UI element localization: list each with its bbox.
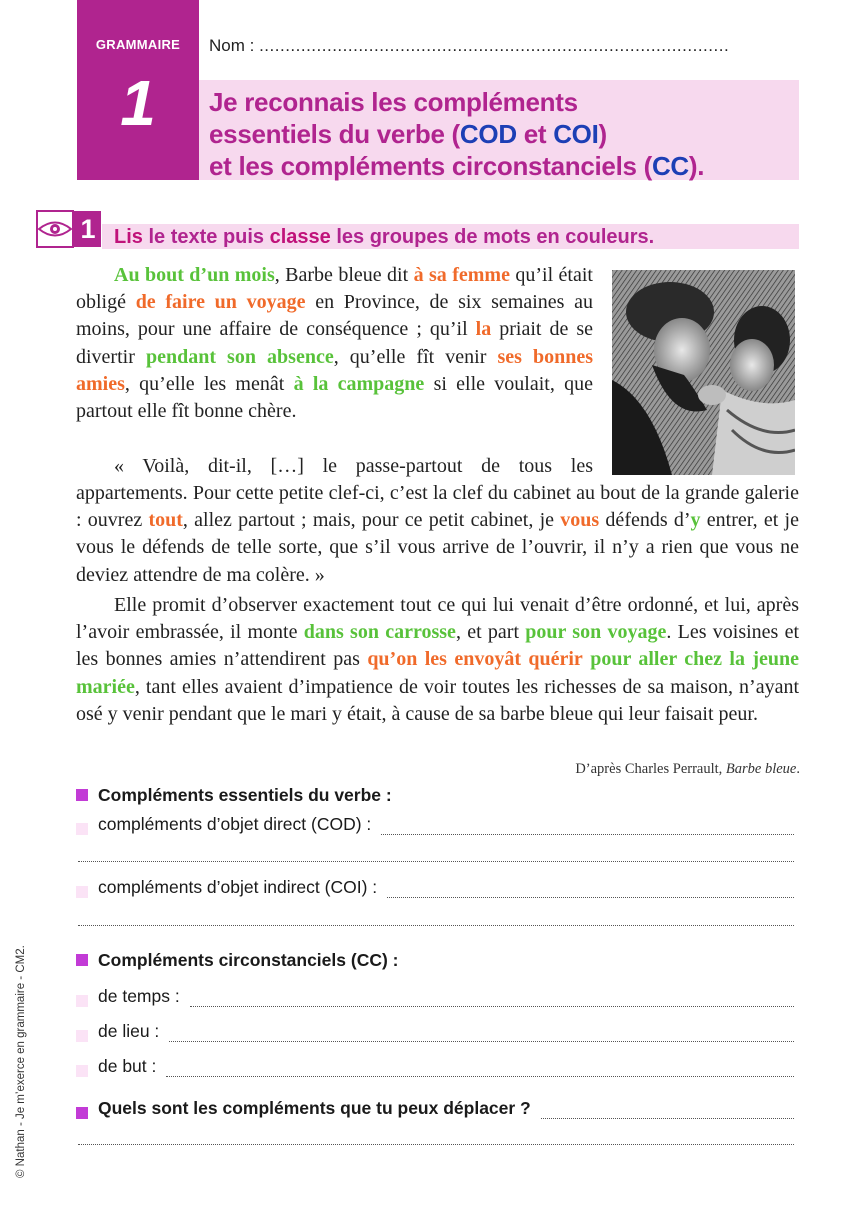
text-segment: appartements. Pour cette petite clef-ci, c’est la clef du cabinet au bout de la grande galerie : ouvrez — [76, 482, 799, 532]
text-segment: en Province, de six semaines au moins, pour une affaire de conséquence ; qu’il — [76, 291, 594, 341]
text-paragraph-1 — [76, 262, 593, 425]
text-segment: , qu’elle les menât — [124, 372, 294, 395]
exercise-instruction: Lis le texte puis classe les groupes de mots en couleurs. — [114, 226, 655, 248]
text-segment: , allez partout ; mais, pour ce petit cabinet, je — [182, 509, 561, 532]
engraving-illustration — [612, 270, 795, 475]
highlighted-group: y — [690, 509, 701, 532]
text-segment: si elle voulait, que partout elle fît bonne chère. — [76, 372, 593, 423]
worksheet-number: 1 — [120, 67, 156, 139]
temps-answer-row[interactable]: de temps : — [76, 986, 794, 1007]
answer-dots[interactable] — [541, 1104, 794, 1119]
text-paragraph-3 — [76, 592, 799, 728]
cc-abbr: CC — [651, 151, 689, 181]
heading-circonstanciels: Compléments circonstanciels (CC) : — [76, 950, 398, 971]
worksheet-title — [209, 86, 809, 182]
coi-answer-row[interactable]: compléments d’objet indirect (COI) : — [76, 877, 794, 898]
square-bullet-icon — [76, 789, 88, 801]
exercise-number: 1 — [80, 214, 96, 244]
text-segment: , et part — [455, 621, 526, 644]
text-paragraph-2-first-line: « Voilà, dit-il, […] le passe-partout de tous les — [114, 455, 593, 477]
highlighted-group: la — [475, 318, 492, 341]
name-label: Nom : — [209, 36, 255, 55]
highlighted-group: à sa femme — [413, 264, 510, 286]
highlighted-group: pendant son absence — [145, 345, 334, 368]
square-bullet-icon — [76, 1107, 88, 1119]
title-line-2: essentiels du verbe (COD et COI) — [209, 119, 607, 149]
lieu-answer-row[interactable]: de lieu : — [76, 1021, 794, 1042]
title-line-3: et les compléments circonstanciels (CC). — [209, 151, 705, 181]
coi-answer-line-2[interactable] — [78, 924, 794, 926]
highlighted-group: ses bonnes amies — [76, 345, 593, 395]
coi-abbr: COI — [553, 119, 599, 149]
text-segment: . Les voisines et les bonnes amies n’attendirent pas — [76, 621, 800, 671]
text-segment: priait de se divertir — [76, 318, 593, 368]
highlighted-group: tout — [148, 509, 183, 532]
text-segment: , Barbe bleue dit — [274, 264, 414, 286]
text-segment: Elle promit d’observer exactement tout ce qui lui venait d’être ordonné, et lui, après l’avoir embrassée, il monte — [76, 594, 799, 644]
text-segment: , qu’elle fît venir — [333, 345, 498, 368]
text-segment: entrer, et je vous le défends de telle sorte, que s’il vous arrive de l’ouvrir, il n’y a rien que vous ne deviez attendre de ma colère. » — [76, 509, 799, 586]
square-bullet-icon — [76, 954, 88, 966]
source-credit: D’après Charles Perrault, Barbe bleue. — [575, 761, 800, 777]
answer-dots[interactable] — [387, 883, 794, 898]
highlighted-group: pour son voyage — [525, 621, 667, 644]
deplacer-answer-line-2[interactable] — [78, 1143, 794, 1145]
highlighted-group: à la campagne — [293, 372, 425, 395]
section-tag: GRAMMAIRE — [95, 37, 181, 52]
text-segment: qu’il était obligé — [76, 264, 593, 314]
name-dots: .......................................................................................... — [259, 36, 730, 55]
answer-dots[interactable] — [190, 992, 794, 1007]
text-segment: défends d’ — [599, 509, 691, 532]
heading-essentiels: Compléments essentiels du verbe : — [76, 785, 392, 806]
square-bullet-icon — [76, 886, 88, 898]
text-paragraph-2 — [76, 480, 799, 589]
highlighted-group: pour aller chez la jeune mariée — [76, 648, 800, 698]
cod-abbr: COD — [459, 119, 517, 149]
answer-dots[interactable] — [169, 1027, 794, 1042]
answer-dots[interactable] — [166, 1062, 794, 1077]
deplacer-answer-row[interactable]: Quels sont les compléments que tu peux déplacer ? — [76, 1098, 794, 1119]
name-field[interactable] — [209, 36, 799, 56]
square-bullet-icon — [76, 823, 88, 835]
but-answer-row[interactable]: de but : — [76, 1056, 794, 1077]
svg-text:© Nathan - Je m’exerce en gram: © Nathan - Je m’exerce en grammaire - CM2. — [15, 945, 27, 1178]
square-bullet-icon — [76, 995, 88, 1007]
square-bullet-icon — [76, 1065, 88, 1077]
highlighted-group: de faire un voyage — [135, 291, 306, 314]
highlighted-group: qu’on les envoyât quérir — [367, 648, 583, 671]
highlighted-group: vous — [560, 509, 600, 532]
highlighted-group: dans son carrosse — [303, 621, 456, 644]
text-segment: , tant elles avaient d’impatience de voir toutes les richesses de sa maison, n’ayant osé y venir pendant que le mari y était, à cause de sa barbe bleue qui leur faisait peur. — [76, 675, 799, 725]
answer-dots[interactable] — [381, 820, 794, 835]
cod-answer-line-2[interactable] — [78, 860, 794, 862]
cod-answer-row[interactable]: compléments d’objet direct (COD) : — [76, 814, 794, 835]
square-bullet-icon — [76, 1030, 88, 1042]
copyright-notice — [4, 920, 34, 1180]
highlighted-group: Au bout d’un mois — [114, 264, 275, 286]
title-line-1: Je reconnais les compléments — [209, 87, 578, 117]
